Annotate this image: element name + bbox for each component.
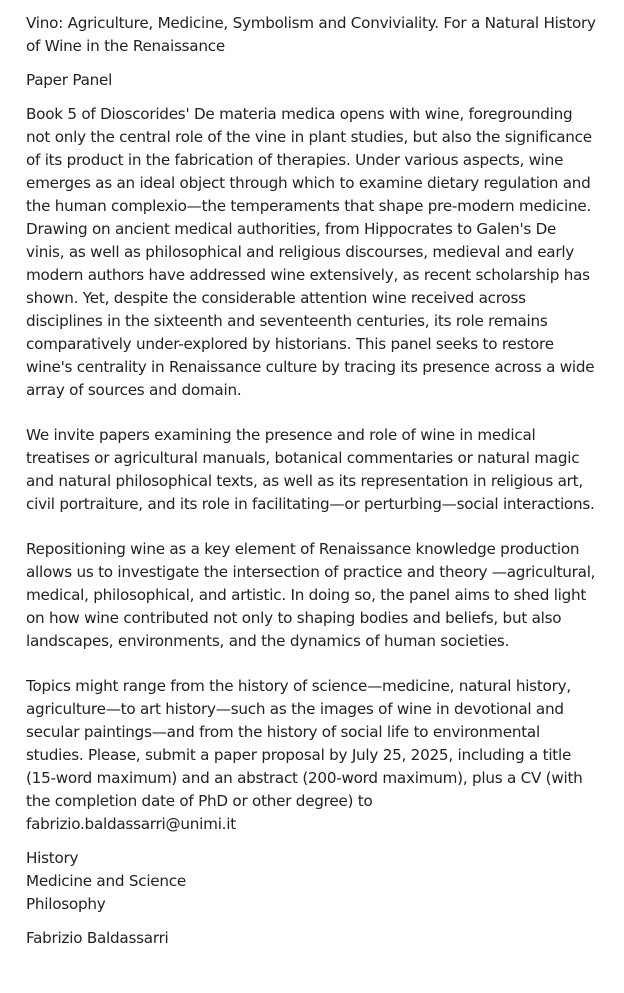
tag-list [26,847,598,916]
author-name: Fabrizio Baldassarri [26,929,169,947]
tag-item: Philosophy [26,895,106,913]
paragraph-2: We invite papers examining the presence and role of wine in medical treatises or agricultural manuals, botanical commentaries or natural magic and natural philosophical texts, as well as its representation in religious art, civil portraiture, and its role in facilitating—or perturbing—social interactions. [26,426,595,513]
paragraph-1: Book 5 of Dioscorides' De materia medica opens with wine, foregrounding not only the central role of the vine in plant studies, but also the significance of its product in the fabrication of therapies. Under various aspects, wine emerges as an ideal object through which to examine dietary regulation and the human complexio—the temperaments that shape pre-modern medicine. Drawing on ancient medical authorities, from Hippocrates to Galen's De vinis, as well as philosophical and religious discourses, medieval and early modern authors have addressed wine extensively, as recent scholarship has shown. Yet, despite the considerable attention wine received across disciplines in the sixteenth and seventeenth centuries, its role remains comparatively under-explored by historians. This panel seeks to restore wine's centrality in Renaissance culture by tracing its presence across a wide array of sources and domain. [26,105,595,399]
paragraph-4-text: Topics might range from the history of science—medicine, natural history, agriculture—to art history—such as the images of wine in devotional and secular paintings—and from the history of social life to environmental studies. Please, submit a paper proposal by July 25, 2025, including a title (15-word maximum) and an abstract (200-word maximum), plus a CV (with the completion date of PhD or other degree) to [26,677,583,810]
tag-item: History [26,849,79,867]
paragraph-3: Repositioning wine as a key element of Renaissance knowledge production allows us to investigate the intersection of practice and theory —agricultural, medical, philosophical, and artistic. In doing so, the panel aims to shed light on how wine contributed not only to shaping bodies and beliefs, but also landscapes, environments, and the dynamics of human societies. [26,540,596,650]
panel-title: Vino: Agriculture, Medicine, Symbolism and Conviviality. For a Natural History of Wine in the Renaissance [26,14,596,55]
email-link[interactable]: fabrizio.baldassarri@unimi.it [26,815,236,833]
panel-type: Paper Panel [26,71,113,89]
tag-item: Medicine and Science [26,872,186,890]
paragraph-4 [26,675,598,836]
